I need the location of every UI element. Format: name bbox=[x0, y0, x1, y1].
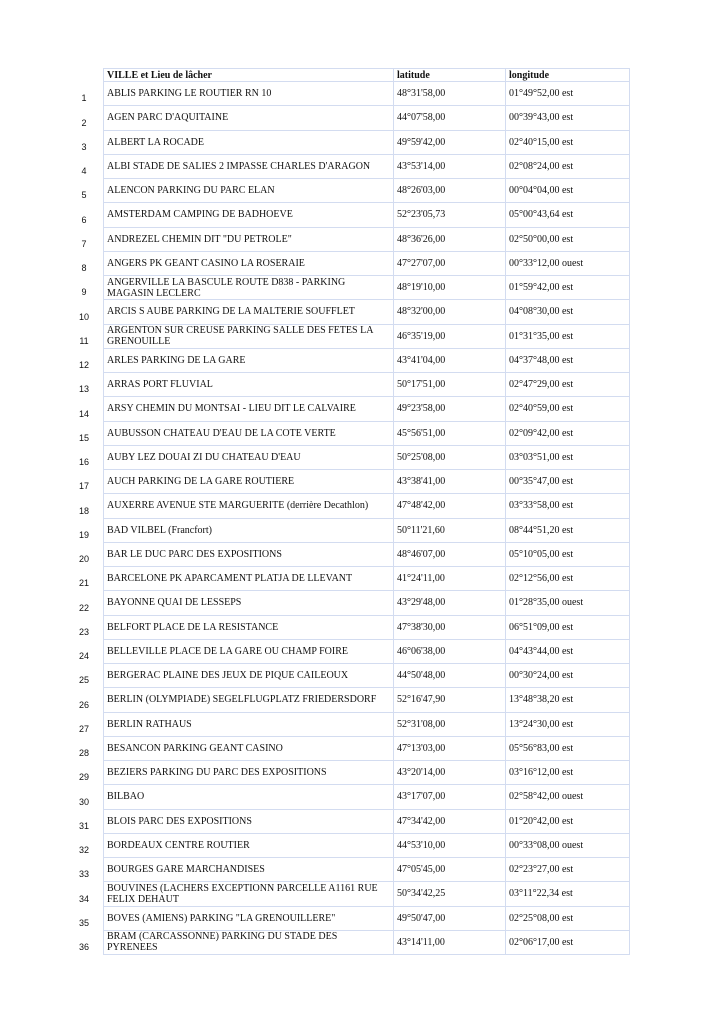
cell-ville: ANGERS PK GEANT CASINO LA ROSERAIE bbox=[104, 251, 394, 275]
cell-latitude: 48°46'07,00 bbox=[394, 542, 506, 566]
cell-ville: BAYONNE QUAI DE LESSEPS bbox=[104, 591, 394, 615]
cell-latitude: 50°34'42,25 bbox=[394, 882, 506, 906]
cell-longitude: 06°51°09,00 est bbox=[506, 615, 630, 639]
table-row bbox=[104, 809, 630, 833]
row-number: 13 bbox=[78, 384, 89, 395]
row-number: 21 bbox=[78, 578, 89, 589]
table-row bbox=[104, 445, 630, 469]
cell-ville: AUXERRE AVENUE STE MARGUERITE (derrière Decathlon) bbox=[104, 494, 394, 518]
cell-ville: BAD VILBEL (Francfort) bbox=[104, 518, 394, 542]
row-number: 10 bbox=[78, 311, 89, 322]
table-row bbox=[104, 833, 630, 857]
table-row bbox=[104, 324, 630, 348]
cell-latitude: 43°14'11,00 bbox=[394, 930, 506, 954]
table-row bbox=[104, 688, 630, 712]
cell-longitude: 04°43°44,00 est bbox=[506, 639, 630, 663]
cell-ville: ABLIS PARKING LE ROUTIER RN 10 bbox=[104, 82, 394, 106]
table-row bbox=[104, 106, 630, 130]
cell-ville: AUBUSSON CHATEAU D'EAU DE LA COTE VERTE bbox=[104, 421, 394, 445]
table-row bbox=[104, 179, 630, 203]
cell-latitude: 48°31'58,00 bbox=[394, 82, 506, 106]
table-row bbox=[104, 639, 630, 663]
row-number: 17 bbox=[78, 481, 89, 492]
cell-ville: BOURGES GARE MARCHANDISES bbox=[104, 858, 394, 882]
row-number: 4 bbox=[81, 166, 87, 176]
table-row bbox=[104, 373, 630, 397]
table-row bbox=[104, 542, 630, 566]
table-row bbox=[104, 761, 630, 785]
release-sites-table bbox=[103, 68, 630, 955]
cell-longitude: 02°50°00,00 est bbox=[506, 227, 630, 251]
cell-longitude: 02°23°27,00 est bbox=[506, 858, 630, 882]
cell-longitude: 00°39°43,00 est bbox=[506, 106, 630, 130]
row-number: 20 bbox=[78, 554, 89, 564]
cell-longitude: 08°44°51,20 est bbox=[506, 518, 630, 542]
cell-latitude: 47°38'30,00 bbox=[394, 615, 506, 639]
cell-ville: BLOIS PARC DES EXPOSITIONS bbox=[104, 809, 394, 833]
row-number: 7 bbox=[81, 238, 87, 249]
cell-longitude: 00°33°12,00 ouest bbox=[506, 251, 630, 275]
table-row bbox=[104, 567, 630, 591]
cell-latitude: 43°38'41,00 bbox=[394, 470, 506, 494]
cell-latitude: 46°35'19,00 bbox=[394, 324, 506, 348]
cell-longitude: 01°49°52,00 est bbox=[506, 82, 630, 106]
row-number: 34 bbox=[78, 893, 89, 904]
cell-ville: BRAM (CARCASSONNE) PARKING DU STADE DES PYRENEES bbox=[104, 930, 394, 954]
cell-longitude: 02°09°42,00 est bbox=[506, 421, 630, 445]
row-number: 5 bbox=[81, 190, 87, 201]
cell-longitude: 00°04°04,00 est bbox=[506, 179, 630, 203]
cell-ville: ARRAS PORT FLUVIAL bbox=[104, 373, 394, 397]
cell-latitude: 48°19'10,00 bbox=[394, 276, 506, 300]
cell-ville: BERLIN RATHAUS bbox=[104, 712, 394, 736]
table-header-row bbox=[104, 69, 630, 82]
cell-latitude: 41°24'11,00 bbox=[394, 567, 506, 591]
table-row bbox=[104, 712, 630, 736]
cell-latitude: 47°48'42,00 bbox=[394, 494, 506, 518]
cell-longitude: 02°08°24,00 est bbox=[506, 154, 630, 178]
cell-longitude: 01°20°42,00 est bbox=[506, 809, 630, 833]
cell-longitude: 05°10°05,00 est bbox=[506, 542, 630, 566]
cell-ville: ARCIS S AUBE PARKING DE LA MALTERIE SOUFFLET bbox=[104, 300, 394, 324]
cell-ville: ALBERT LA ROCADE bbox=[104, 130, 394, 154]
cell-longitude: 01°28°35,00 ouest bbox=[506, 591, 630, 615]
cell-latitude: 43°17'07,00 bbox=[394, 785, 506, 809]
cell-longitude: 03°11°22,34 est bbox=[506, 882, 630, 906]
table-row bbox=[104, 494, 630, 518]
table-row bbox=[104, 154, 630, 178]
cell-latitude: 45°56'51,00 bbox=[394, 421, 506, 445]
cell-ville: BOUVINES (LACHERS EXCEPTIONN PARCELLE A1161 RUE FELIX DEHAUT bbox=[104, 882, 394, 906]
table-row bbox=[104, 785, 630, 809]
cell-ville: ARGENTON SUR CREUSE PARKING SALLE DES FETES LA GRENOUILLE bbox=[104, 324, 394, 348]
table-row bbox=[104, 858, 630, 882]
row-number: 19 bbox=[78, 529, 89, 540]
cell-latitude: 49°23'58,00 bbox=[394, 397, 506, 421]
cell-longitude: 00°30°24,00 est bbox=[506, 664, 630, 688]
table-row bbox=[104, 591, 630, 615]
cell-longitude: 02°40°59,00 est bbox=[506, 397, 630, 421]
table-row bbox=[104, 82, 630, 106]
cell-ville: BERLIN (OLYMPIADE) SEGELFLUGPLATZ FRIEDERSDORF bbox=[104, 688, 394, 712]
row-number-column bbox=[70, 81, 98, 954]
cell-latitude: 46°06'38,00 bbox=[394, 639, 506, 663]
cell-longitude: 01°31°35,00 est bbox=[506, 324, 630, 348]
table-row bbox=[104, 615, 630, 639]
row-number: 26 bbox=[78, 699, 89, 710]
table-row bbox=[104, 276, 630, 300]
cell-latitude: 47°05'45,00 bbox=[394, 858, 506, 882]
row-number: 9 bbox=[81, 287, 87, 298]
row-number: 1 bbox=[81, 93, 87, 104]
row-number: 23 bbox=[78, 626, 89, 637]
table-row bbox=[104, 421, 630, 445]
table-row bbox=[104, 300, 630, 324]
table-row bbox=[104, 203, 630, 227]
cell-ville: AUCH PARKING DE LA GARE ROUTIERE bbox=[104, 470, 394, 494]
row-number: 2 bbox=[81, 117, 87, 128]
row-number: 30 bbox=[78, 796, 89, 807]
cell-latitude: 44°50'48,00 bbox=[394, 664, 506, 688]
header-longitude: longitude bbox=[506, 69, 630, 82]
cell-latitude: 43°20'14,00 bbox=[394, 761, 506, 785]
row-number: 8 bbox=[81, 263, 87, 273]
row-number: 27 bbox=[78, 723, 89, 734]
cell-ville: AUBY LEZ DOUAI ZI DU CHATEAU D'EAU bbox=[104, 445, 394, 469]
cell-latitude: 48°26'03,00 bbox=[394, 179, 506, 203]
cell-longitude: 05°56°83,00 est bbox=[506, 736, 630, 760]
cell-longitude: 02°12°56,00 est bbox=[506, 567, 630, 591]
row-number: 31 bbox=[78, 820, 89, 831]
cell-longitude: 03°03°51,00 est bbox=[506, 445, 630, 469]
header-ville: VILLE et Lieu de lâcher bbox=[104, 69, 394, 82]
cell-longitude: 02°06°17,00 est bbox=[506, 930, 630, 954]
row-number: 6 bbox=[81, 214, 87, 225]
row-number: 11 bbox=[79, 335, 89, 346]
row-number: 24 bbox=[78, 651, 89, 661]
cell-latitude: 47°34'42,00 bbox=[394, 809, 506, 833]
table-row bbox=[104, 251, 630, 275]
cell-latitude: 43°29'48,00 bbox=[394, 591, 506, 615]
cell-ville: BAR LE DUC PARC DES EXPOSITIONS bbox=[104, 542, 394, 566]
cell-longitude: 13°48°38,20 est bbox=[506, 688, 630, 712]
row-number: 25 bbox=[78, 675, 89, 686]
cell-ville: BOVES (AMIENS) PARKING "LA GRENOUILLERE" bbox=[104, 906, 394, 930]
table-row bbox=[104, 227, 630, 251]
cell-latitude: 52°23'05,73 bbox=[394, 203, 506, 227]
table-body bbox=[104, 82, 630, 955]
cell-longitude: 04°08°30,00 est bbox=[506, 300, 630, 324]
cell-longitude: 02°25°08,00 est bbox=[506, 906, 630, 930]
row-number: 14 bbox=[78, 408, 89, 419]
row-number: 28 bbox=[78, 748, 89, 758]
cell-latitude: 44°07'58,00 bbox=[394, 106, 506, 130]
table-row bbox=[104, 882, 630, 906]
cell-ville: BELFORT PLACE DE LA RESISTANCE bbox=[104, 615, 394, 639]
cell-ville: ALENCON PARKING DU PARC ELAN bbox=[104, 179, 394, 203]
cell-latitude: 48°36'26,00 bbox=[394, 227, 506, 251]
table-row bbox=[104, 397, 630, 421]
cell-latitude: 48°32'00,00 bbox=[394, 300, 506, 324]
cell-longitude: 04°37°48,00 est bbox=[506, 348, 630, 372]
row-number: 15 bbox=[78, 432, 89, 443]
table-row bbox=[104, 518, 630, 542]
cell-latitude: 47°13'03,00 bbox=[394, 736, 506, 760]
cell-longitude: 05°00°43,64 est bbox=[506, 203, 630, 227]
cell-ville: ARLES PARKING DE LA GARE bbox=[104, 348, 394, 372]
cell-longitude: 02°58°42,00 ouest bbox=[506, 785, 630, 809]
cell-longitude: 03°33°58,00 est bbox=[506, 494, 630, 518]
header-latitude: latitude bbox=[394, 69, 506, 82]
cell-latitude: 44°53'10,00 bbox=[394, 833, 506, 857]
row-number: 32 bbox=[78, 845, 89, 855]
cell-ville: BILBAO bbox=[104, 785, 394, 809]
cell-longitude: 01°59°42,00 est bbox=[506, 276, 630, 300]
cell-longitude: 02°40°15,00 est bbox=[506, 130, 630, 154]
row-number: 36 bbox=[78, 942, 89, 952]
cell-latitude: 47°27'07,00 bbox=[394, 251, 506, 275]
row-number: 33 bbox=[78, 869, 89, 880]
table-row bbox=[104, 664, 630, 688]
cell-ville: ANGERVILLE LA BASCULE ROUTE D838 - PARKING MAGASIN LECLERC bbox=[104, 276, 394, 300]
cell-latitude: 43°53'14,00 bbox=[394, 154, 506, 178]
cell-ville: BARCELONE PK APARCAMENT PLATJA DE LLEVANT bbox=[104, 567, 394, 591]
table-row bbox=[104, 348, 630, 372]
row-number: 29 bbox=[78, 772, 89, 783]
cell-ville: AMSTERDAM CAMPING DE BADHOEVE bbox=[104, 203, 394, 227]
table-row bbox=[104, 130, 630, 154]
cell-longitude: 00°33°08,00 ouest bbox=[506, 833, 630, 857]
table-row bbox=[104, 930, 630, 954]
cell-longitude: 02°47°29,00 est bbox=[506, 373, 630, 397]
cell-latitude: 50°11'21,60 bbox=[394, 518, 506, 542]
cell-longitude: 00°35°47,00 est bbox=[506, 470, 630, 494]
cell-ville: BORDEAUX CENTRE ROUTIER bbox=[104, 833, 394, 857]
cell-ville: BESANCON PARKING GEANT CASINO bbox=[104, 736, 394, 760]
row-number: 18 bbox=[78, 505, 89, 516]
cell-latitude: 50°25'08,00 bbox=[394, 445, 506, 469]
row-number: 12 bbox=[78, 360, 89, 370]
cell-ville: BEZIERS PARKING DU PARC DES EXPOSITIONS bbox=[104, 761, 394, 785]
cell-latitude: 49°59'42,00 bbox=[394, 130, 506, 154]
cell-latitude: 52°16'47,90 bbox=[394, 688, 506, 712]
cell-ville: BELLEVILLE PLACE DE LA GARE OU CHAMP FOIRE bbox=[104, 639, 394, 663]
cell-ville: AGEN PARC D'AQUITAINE bbox=[104, 106, 394, 130]
cell-latitude: 52°31'08,00 bbox=[394, 712, 506, 736]
row-number: 16 bbox=[78, 457, 89, 467]
cell-latitude: 50°17'51,00 bbox=[394, 373, 506, 397]
cell-longitude: 13°24°30,00 est bbox=[506, 712, 630, 736]
cell-longitude: 03°16°12,00 est bbox=[506, 761, 630, 785]
cell-ville: ANDREZEL CHEMIN DIT "DU PETROLE" bbox=[104, 227, 394, 251]
table-row bbox=[104, 736, 630, 760]
cell-ville: BERGERAC PLAINE DES JEUX DE PIQUE CAILEOUX bbox=[104, 664, 394, 688]
table-row bbox=[104, 470, 630, 494]
row-number: 22 bbox=[78, 602, 89, 613]
table-row bbox=[104, 906, 630, 930]
cell-ville: ARSY CHEMIN DU MONTSAI - LIEU DIT LE CALVAIRE bbox=[104, 397, 394, 421]
row-number: 3 bbox=[81, 141, 87, 152]
cell-ville: ALBI STADE DE SALIES 2 IMPASSE CHARLES D'ARAGON bbox=[104, 154, 394, 178]
row-number: 35 bbox=[78, 917, 89, 928]
cell-latitude: 49°50'47,00 bbox=[394, 906, 506, 930]
cell-latitude: 43°41'04,00 bbox=[394, 348, 506, 372]
